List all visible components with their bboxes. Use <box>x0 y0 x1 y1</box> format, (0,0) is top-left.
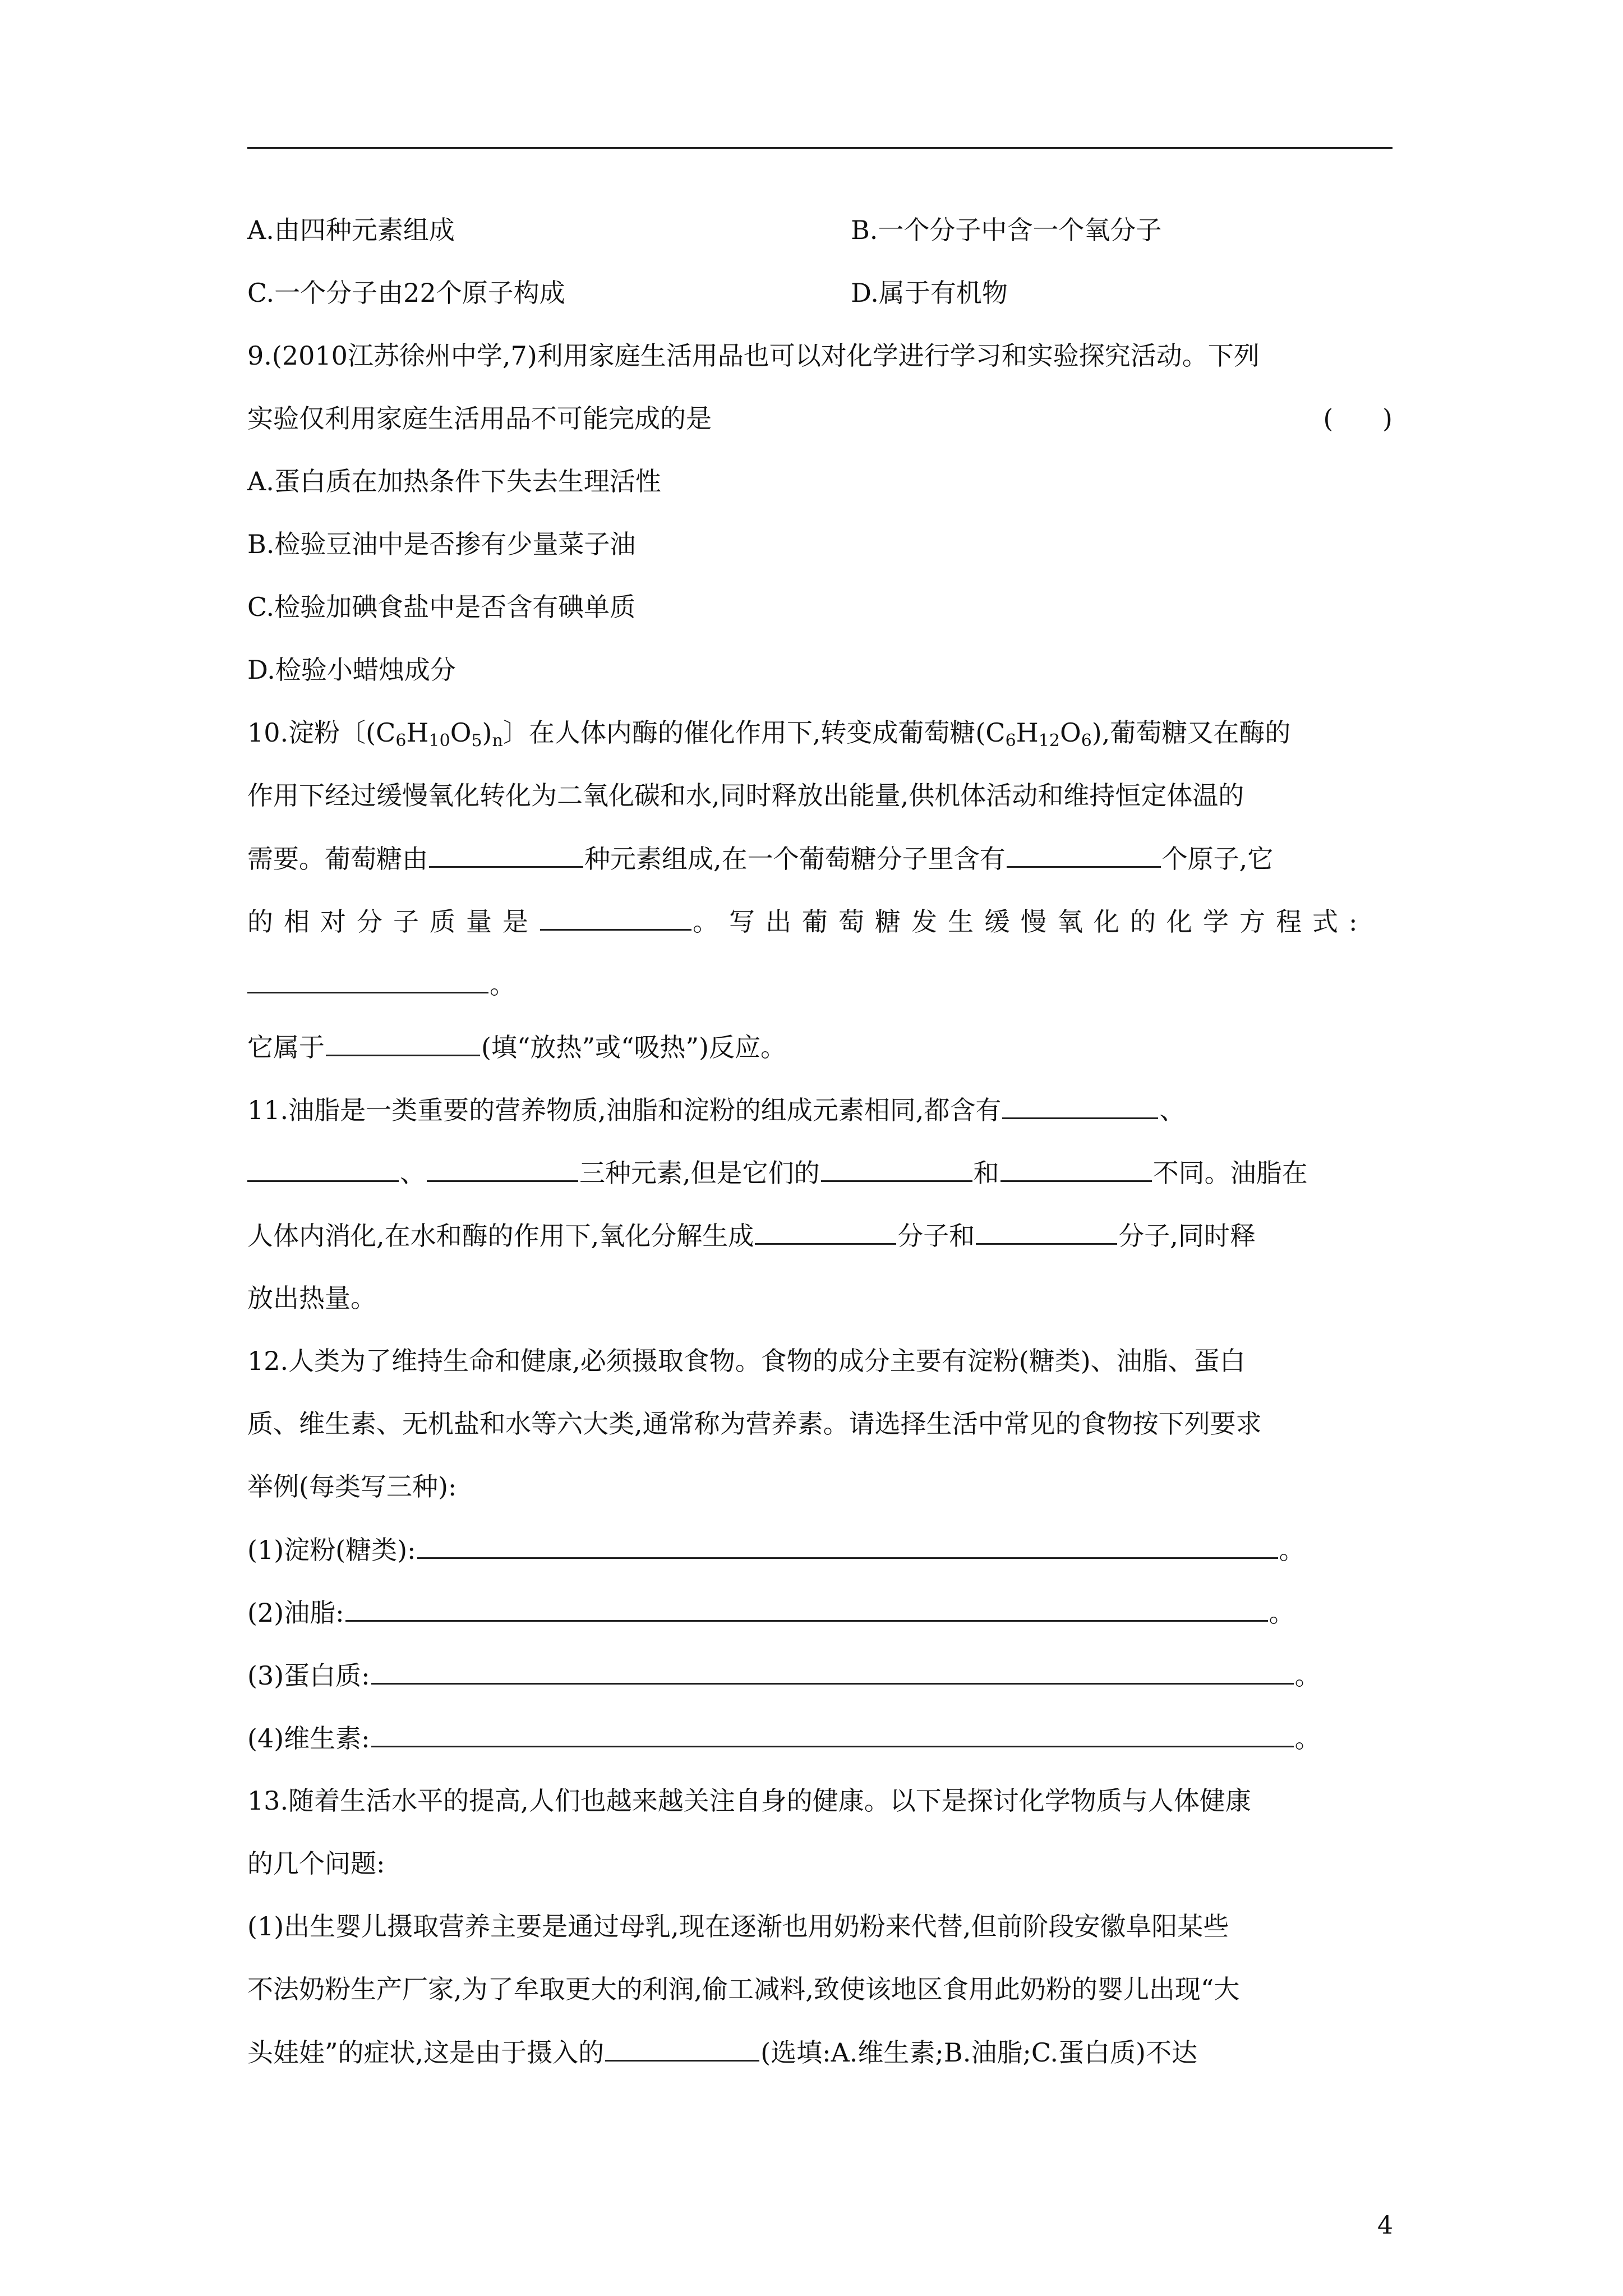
q10-text-c: ),葡萄糖又在酶的 <box>1091 717 1291 748</box>
option-8a: A.由四种元素组成 <box>247 215 455 245</box>
q10-hb: H <box>1016 717 1039 748</box>
page-number: 4 <box>1377 2211 1393 2240</box>
q10-line5 <box>247 967 515 1001</box>
q12-item4 <box>247 1721 1321 1755</box>
q11-l3a: 人体内消化,在水和酶的作用下,氧化分解生成 <box>247 1221 754 1251</box>
q11-line4: 放出热量。 <box>247 1283 376 1313</box>
q10-sub: 6 <box>1081 731 1092 751</box>
q10-text-b: 〕在人体内酶的催化作用下,转变成葡萄糖(C <box>502 717 1006 748</box>
q11-line2 <box>247 1156 1308 1190</box>
q12-i3-label: (3)蛋白质: <box>247 1660 370 1691</box>
answer-blank[interactable] <box>1002 1093 1158 1119</box>
q12-end: 。 <box>1279 1535 1305 1565</box>
q10-sub: 6 <box>395 731 407 751</box>
q10-o: O <box>450 717 472 748</box>
q10-l3c: 个原子,它 <box>1161 844 1274 874</box>
option-9a: A.蛋白质在加热条件下失去生理活性 <box>247 466 661 496</box>
q13-line2: 的几个问题: <box>247 1848 385 1879</box>
q11-line1 <box>247 1093 1185 1127</box>
q12-end: 。 <box>1294 1723 1321 1754</box>
q10-sub: 12 <box>1038 731 1060 751</box>
answer-blank[interactable] <box>605 2035 759 2062</box>
q9-line2-text: 实验仅利用家庭生活用品不可能完成的是 <box>247 403 712 434</box>
q11-l1a: 11.油脂是一类重要的营养物质,油脂和淀粉的组成元素相同,都含有 <box>247 1095 1002 1125</box>
answer-blank[interactable] <box>371 1658 1294 1685</box>
q10-line6 <box>247 1030 786 1064</box>
q9-line1: 9.(2010江苏徐州中学,7)利用家庭生活用品也可以对化学进行学习和实验探究活动。下列 <box>247 341 1260 371</box>
q10-l5end: 。 <box>490 969 515 1000</box>
q12-end: 。 <box>1269 1598 1295 1628</box>
option-8b: B.一个分子中含一个氧分子 <box>851 215 1162 245</box>
q11-l3b: 分子和 <box>897 1221 975 1251</box>
q11-l3c: 分子,同时释 <box>1118 1221 1256 1251</box>
q10-l6b: (填“放热”或“吸热”)反应。 <box>481 1032 786 1062</box>
q11-l2d: 不同。油脂在 <box>1152 1158 1308 1188</box>
option-9d: D.检验小蜡烛成分 <box>247 655 456 685</box>
q10-l3a: 需要。葡萄糖由 <box>247 844 428 874</box>
answer-blank[interactable] <box>326 1030 480 1056</box>
q13-l5a: 头娃娃”的症状,这是由于摄入的 <box>247 2037 605 2068</box>
q12-line3: 举例(每类写三种): <box>247 1471 457 1502</box>
answer-blank[interactable] <box>429 841 583 868</box>
answer-blank[interactable] <box>371 1721 1294 1747</box>
answer-blank[interactable] <box>1007 841 1161 868</box>
q12-item2 <box>247 1595 1295 1630</box>
answer-blank[interactable] <box>417 1533 1278 1559</box>
q9-line2 <box>247 402 1393 435</box>
answer-blank[interactable] <box>1000 1156 1152 1182</box>
q10-line2: 作用下经过缓慢氧化转化为二氧化碳和水,同时释放出能量,供机体活动和维持恒定体温的 <box>247 780 1244 811</box>
answer-blank[interactable] <box>755 1218 896 1245</box>
q10-text-a: 10.淀粉〔(C <box>247 717 396 748</box>
q9-answer-paren: ( ) <box>1323 403 1393 434</box>
q10-sub: 5 <box>471 731 482 751</box>
q11-l2c: 和 <box>973 1158 999 1188</box>
answer-blank[interactable] <box>247 1156 399 1182</box>
option-9c: C.检验加碘食盐中是否含有碘单质 <box>247 592 636 622</box>
q13-line5 <box>247 2035 1197 2069</box>
q10-l3b: 种元素组成,在一个葡萄糖分子里含有 <box>584 844 1006 874</box>
q12-item1 <box>247 1533 1305 1567</box>
q10-close: ) <box>482 717 492 748</box>
q13-line3: (1)出生婴儿摄取营养主要是通过母乳,现在逐渐也用奶粉来代替,但前阶段安徽阜阳某些 <box>247 1911 1229 1941</box>
q10-line4 <box>247 904 1368 938</box>
q10-line1 <box>247 716 1290 749</box>
answer-blank[interactable] <box>427 1156 578 1182</box>
answer-blank[interactable] <box>821 1156 972 1182</box>
q10-line3 <box>247 841 1273 876</box>
answer-blank[interactable] <box>976 1218 1117 1245</box>
q10-l6a: 它属于 <box>247 1032 325 1062</box>
q10-sub: n <box>492 731 503 751</box>
option-8d: D.属于有机物 <box>851 278 1008 308</box>
header-rule <box>247 147 1393 149</box>
answer-blank[interactable] <box>540 904 691 931</box>
answer-blank[interactable] <box>345 1595 1268 1622</box>
option-9b: B.检验豆油中是否掺有少量菜子油 <box>247 529 636 559</box>
q10-l4a: 的相对分子质量是 <box>247 907 539 937</box>
q11-line3 <box>247 1218 1256 1253</box>
q12-end: 。 <box>1294 1660 1321 1691</box>
answer-blank[interactable] <box>247 967 488 993</box>
q12-i4-label: (4)维生素: <box>247 1723 370 1754</box>
q12-i1-label: (1)淀粉(糖类): <box>247 1535 416 1565</box>
q13-l5b: (选填:A.维生素;B.油脂;C.蛋白质)不达 <box>760 2037 1197 2068</box>
q12-line2: 质、维生素、无机盐和水等六大类,通常称为营养素。请选择生活中常见的食物按下列要求 <box>247 1409 1262 1439</box>
q10-sub: 10 <box>428 731 450 751</box>
q12-i2-label: (2)油脂: <box>247 1598 344 1628</box>
q12-line1: 12.人类为了维持生命和健康,必须摄取食物。食物的成分主要有淀粉(糖类)、油脂、蛋白 <box>247 1346 1246 1376</box>
q13-line4: 不法奶粉生产厂家,为了牟取更大的利润,偷工减料,致使该地区食用此奶粉的婴儿出现“大 <box>247 1974 1240 2004</box>
q10-l4b: 。写出葡萄糖发生缓慢氧化的化学方程式: <box>693 907 1368 937</box>
q10-sub: 6 <box>1005 731 1016 751</box>
q11-l2a: 、 <box>400 1158 426 1188</box>
q11-l2b: 三种元素,但是它们的 <box>579 1158 820 1188</box>
q11-l1b: 、 <box>1159 1095 1186 1125</box>
q10-h: H <box>406 717 429 748</box>
option-8c: C.一个分子由22个原子构成 <box>247 278 565 308</box>
q12-item3 <box>247 1658 1321 1692</box>
q10-ob: O <box>1059 717 1081 748</box>
q13-line1: 13.随着生活水平的提高,人们也越来越关注自身的健康。以下是探讨化学物质与人体健康 <box>247 1786 1251 1816</box>
